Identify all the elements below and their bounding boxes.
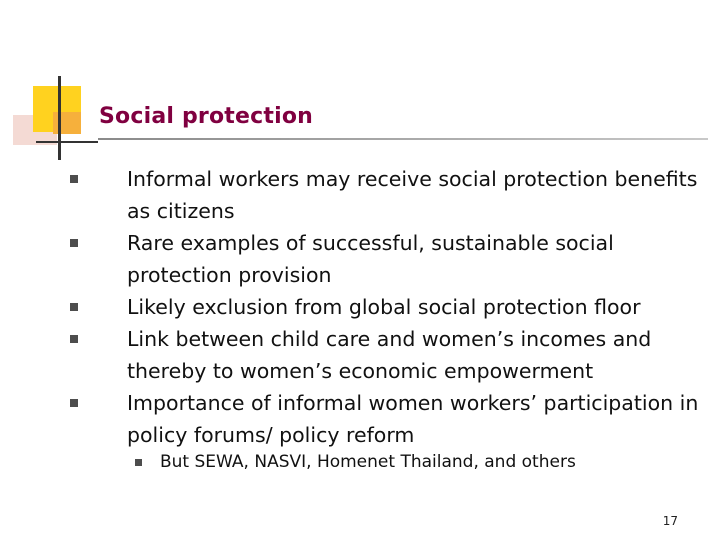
bullet-list [70, 163, 700, 451]
sub-bullet-text: But SEWA, NASVI, Homenet Thailand, and others [160, 452, 576, 472]
square-bullet-icon [70, 303, 78, 311]
bullet-text: Likely exclusion from global social protection floor [127, 295, 641, 319]
slide-title: Social protection [99, 104, 314, 129]
decor-horizontal-line [36, 141, 98, 143]
bullet-item [70, 227, 700, 291]
bullet-text: Informal workers may receive social protection benefits as citizens [127, 167, 698, 223]
bullet-item [70, 387, 700, 451]
square-bullet-icon [70, 335, 78, 343]
bullet-item [70, 291, 700, 323]
bullet-item [70, 163, 700, 227]
decor-vertical-line [58, 76, 61, 160]
bullet-text: Link between child care and women’s incomes and thereby to women’s economic empowerment [127, 327, 652, 383]
square-bullet-icon [70, 399, 78, 407]
square-bullet-icon [135, 459, 142, 466]
square-bullet-icon [70, 239, 78, 247]
bullet-item [70, 323, 700, 387]
sub-bullet-item [135, 448, 576, 476]
title-underline [98, 138, 708, 140]
sub-bullet-list [135, 448, 576, 476]
bullet-text: Importance of informal women workers’ participation in policy forums/ policy reform [127, 391, 699, 447]
bullet-text: Rare examples of successful, sustainable social protection provision [127, 231, 614, 287]
page-number: 17 [662, 514, 678, 528]
square-bullet-icon [70, 175, 78, 183]
